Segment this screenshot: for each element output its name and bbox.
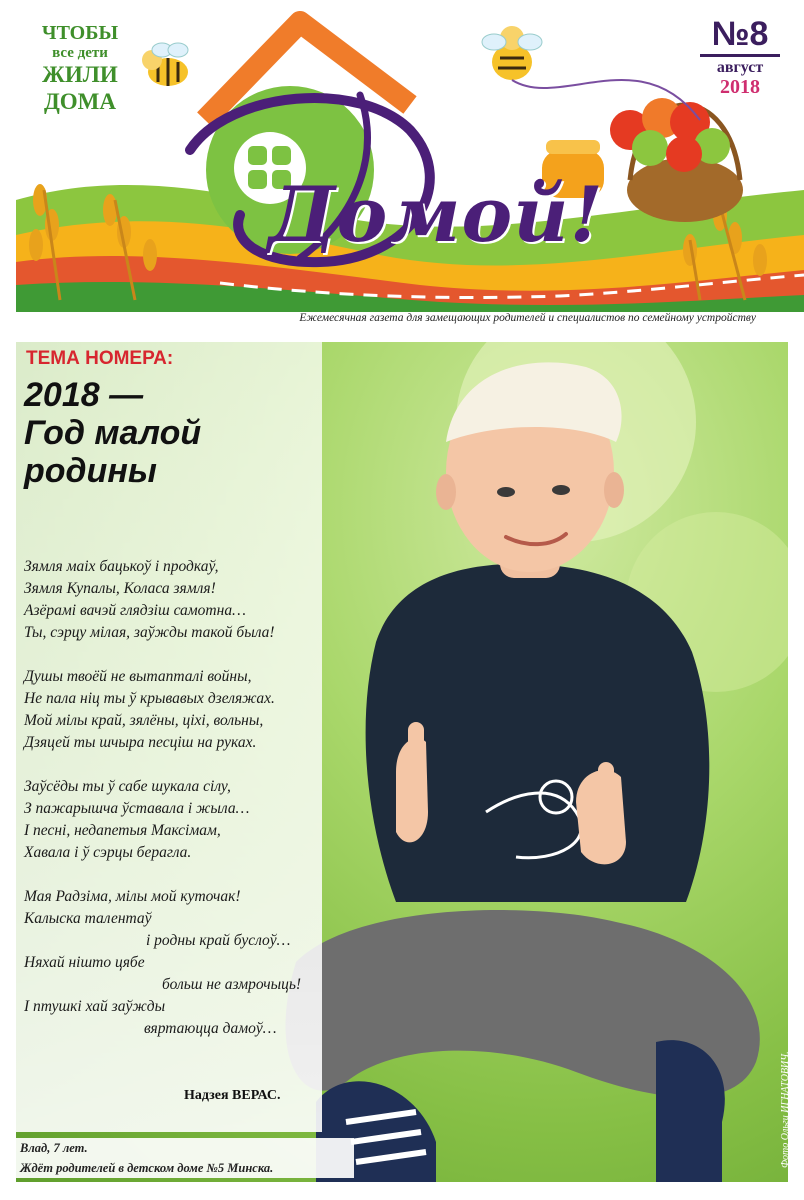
- poem-line: і родны край буслоў…: [146, 932, 291, 949]
- poem-line: Мой мілы край, зялёны, ціхі, вольны,: [24, 712, 264, 729]
- poem-line: І птушкі хай заўжды: [24, 998, 166, 1015]
- caption-line: Влад, 7 лет.: [20, 1141, 88, 1155]
- issue-number: №8: [700, 14, 780, 57]
- poem-line: вяртаюцца дамоў…: [144, 1020, 277, 1037]
- poem-stanza: [24, 886, 324, 1040]
- photo-credit: Фото Ольги ИГНАТОВИЧ.: [780, 1051, 791, 1168]
- poem-line: Душы твоёй не вытапталі войны,: [24, 668, 252, 685]
- poem-line: І песні, недапетыя Максімам,: [24, 822, 221, 839]
- bee-icon: [142, 43, 188, 86]
- poem: [24, 556, 324, 1040]
- issue-year: 2018: [720, 76, 760, 98]
- photo-caption: [16, 1138, 354, 1178]
- slogan: [30, 22, 130, 115]
- poem-stanza: [24, 666, 324, 754]
- slogan-line: все дети: [52, 45, 108, 61]
- poem-author: Надзея ВЕРАС.: [184, 1088, 281, 1103]
- bee-icon: [482, 26, 542, 80]
- poem-line: Мая Радзіма, мілы мой куточак!: [24, 888, 241, 905]
- poem-line: Дзяцей ты шчыра песціш на руках.: [24, 734, 257, 751]
- headline-line: родины: [24, 452, 157, 490]
- poem-line: больш не азмрочыць!: [162, 976, 302, 993]
- poem-line: Хавала і ў сэрцы берагла.: [24, 844, 192, 861]
- issue-info: [700, 14, 780, 97]
- tagline: Ежемесячная газета для замещающих родителей и специалистов по семейному устройству: [299, 312, 756, 324]
- slogan-line: ЖИЛИ: [42, 62, 118, 88]
- poem-line: Зямля маіх бацькоў і продкаў,: [24, 558, 219, 575]
- poem-line: З пажарышча ўставала і жыла…: [24, 800, 250, 817]
- headline-line: 2018 —: [24, 376, 144, 414]
- feature-headline: [24, 376, 201, 490]
- poem-line: Ты, сэрцу мілая, заўжды такой была!: [24, 624, 275, 641]
- poem-line: Азёрамі вачэй глядзіш самотна…: [24, 602, 246, 619]
- headline-line: Год малой: [24, 414, 202, 452]
- poem-line: Калыска талентаў: [24, 910, 152, 927]
- issue-month: август: [716, 59, 764, 76]
- newspaper-title: Домой!: [268, 170, 604, 259]
- caption-line: Ждёт родителей в детском доме №5 Минска.: [20, 1161, 274, 1175]
- poem-stanza: [24, 776, 324, 864]
- poem-line: Заўсёды ты ў сабе шукала сілу,: [24, 778, 231, 795]
- masthead: [0, 0, 804, 312]
- slogan-line: ДОМА: [43, 88, 117, 114]
- issue-theme-label: ТЕМА НОМЕРА:: [26, 348, 174, 369]
- poem-stanza: [24, 556, 324, 644]
- poem-line: Няхай нішто цябе: [24, 954, 145, 971]
- poem-line: Зямля Купалы, Коласа зямля!: [24, 580, 216, 597]
- slogan-line: ЧТОБЫ: [41, 22, 119, 44]
- poem-line: Не пала ніц ты ў крывавых дзеляжах.: [24, 690, 275, 707]
